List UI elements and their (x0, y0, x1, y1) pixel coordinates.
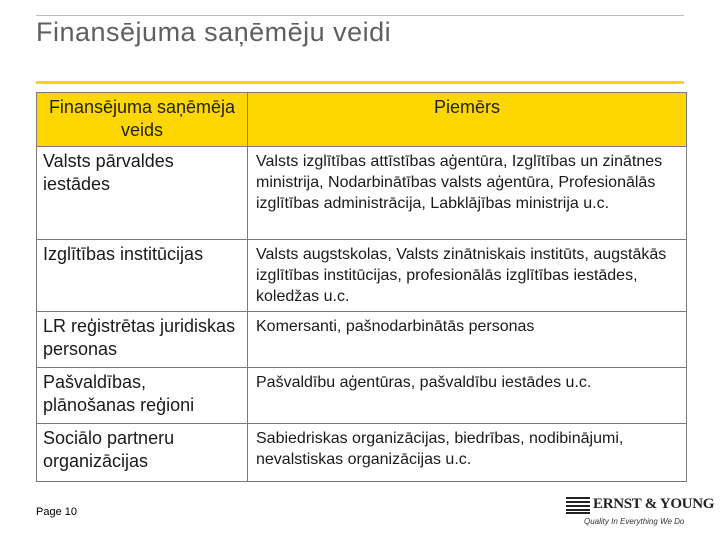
logo-name: ERNST & YOUNG (593, 496, 715, 512)
ey-logo-icon (566, 497, 590, 514)
category-cell: Pašvaldības, plānošanas reģioni (37, 368, 248, 424)
title-underline (36, 81, 684, 84)
table-row (37, 147, 687, 240)
ernst-young-logo (566, 494, 715, 530)
category-cell: LR reģistrētas juridiskas personas (37, 312, 248, 368)
header-recipient-type: Finansējuma saņēmēja veids (37, 93, 248, 147)
example-cell: Valsts izglītības attīstības aģentūra, Izglītības un zinātnes ministrija, Nodarbinātības valsts aģentūra, Profesionālās izglītības administrācija, Labklājības ministrija u.c. (248, 147, 687, 240)
example-cell: Pašvaldību aģentūras, pašvaldību iestādes u.c. (248, 368, 687, 424)
category-cell: Izglītības institūcijas (37, 240, 248, 312)
recipients-table (36, 92, 687, 482)
top-rule (36, 15, 684, 16)
table-header-row (37, 93, 687, 147)
category-cell: Sociālo partneru organizācijas (37, 424, 248, 482)
table-row (37, 240, 687, 312)
logo-tagline: Quality In Everything We Do (584, 517, 685, 526)
page-number: Page 10 (36, 506, 77, 518)
table-row (37, 424, 687, 482)
header-example: Piemērs (248, 93, 687, 147)
example-cell: Komersanti, pašnodarbinātās personas (248, 312, 687, 368)
category-cell: Valsts pārvaldes iestādes (37, 147, 248, 240)
table-row (37, 312, 687, 368)
example-cell: Valsts augstskolas, Valsts zinātniskais institūts, augstākās izglītības institūcijas, profesionālās izglītības iestādes, koledžas u.c. (248, 240, 687, 312)
table-row (37, 368, 687, 424)
page-title: Finansējuma saņēmēju veidi (36, 17, 392, 47)
example-cell: Sabiedriskas organizācijas, biedrības, nodibinājumi, nevalstiskas organizācijas u.c. (248, 424, 687, 482)
